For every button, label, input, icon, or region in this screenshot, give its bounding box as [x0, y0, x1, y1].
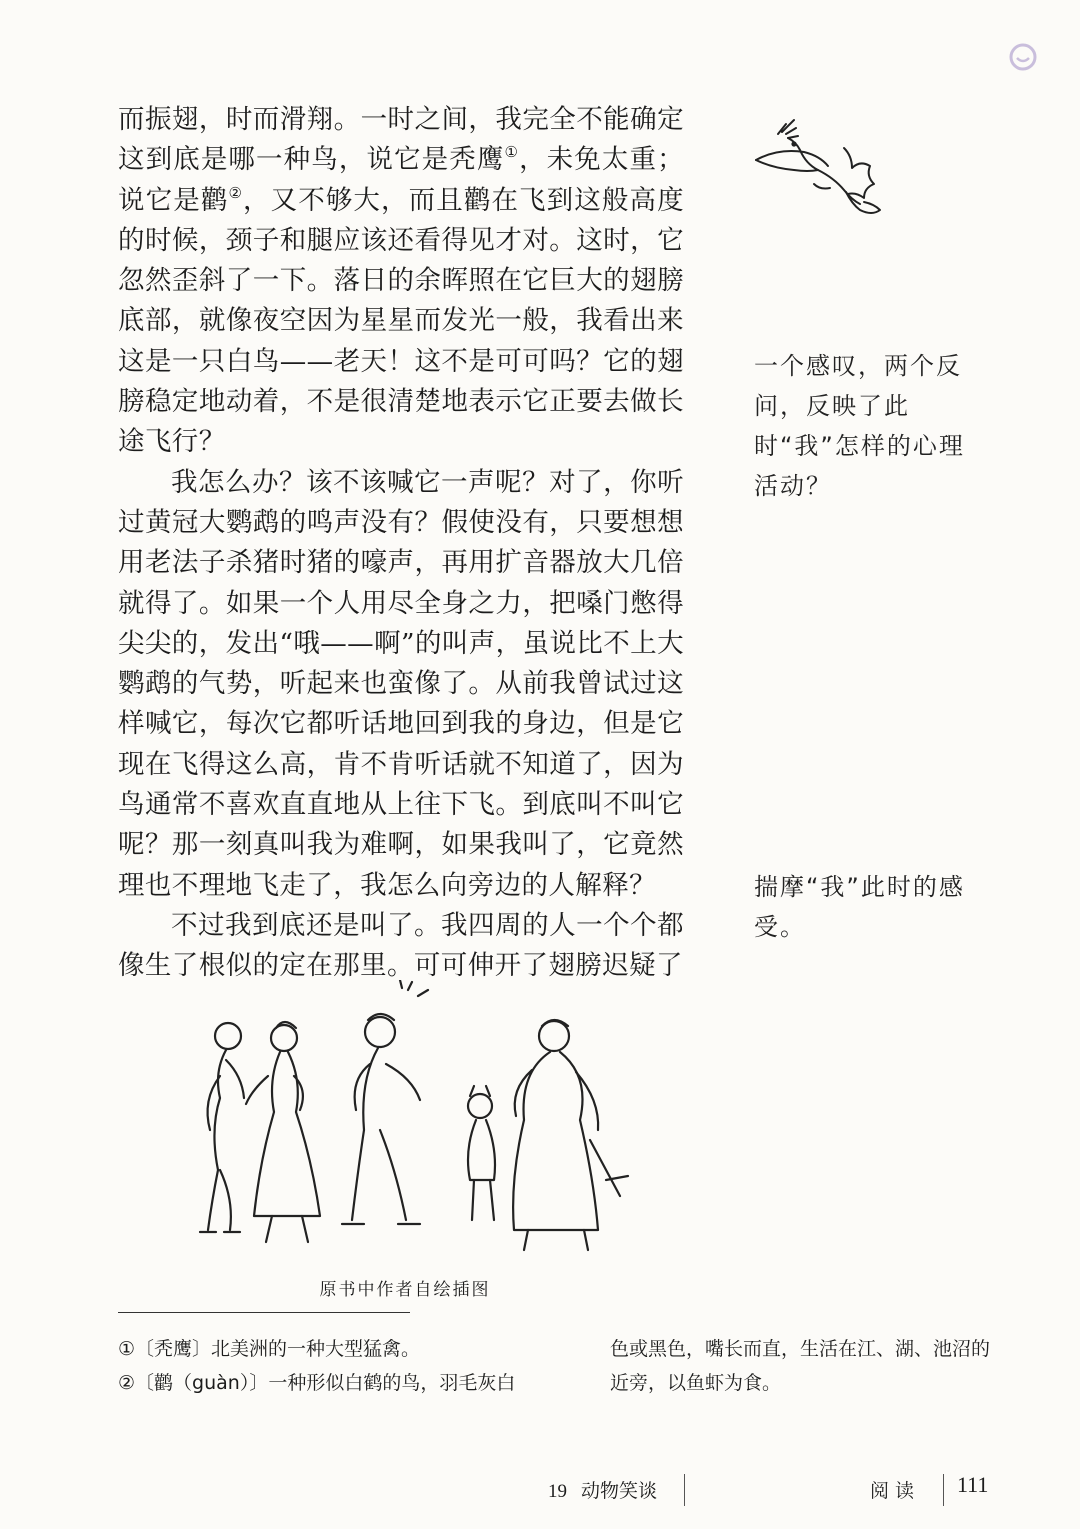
footer-chapter: [548, 1476, 657, 1503]
page-number: 111: [957, 1472, 989, 1497]
chapter-number: 19: [548, 1481, 567, 1502]
illustration-caption: 原书中作者自绘插图: [319, 1280, 491, 1300]
footnote-ref-1[interactable]: ①: [504, 143, 520, 162]
paragraph-2: 我怎么办？该不该喊它一声呢？对了，你听过黄冠大鹦鹉的鸣声没有？假使没有，只要想想用老法子杀猪时猪的嚎声，再用扩音器放大几倍就得了。如果一个人用尽全身之力，把嗓门憋得尖尖的，发出“哦——啊”的叫声，虽说比不上大鹦鹉的气势，听起来也蛮像了。从前我曾试过这样喊它，每次它都听话地回到我的身边，但是它现在飞得这么高，肯不肯听话就不知道了，因为鸟通常不喜欢直直地从上往下飞。到底叫不叫它呢？那一刻真叫我为难啊，如果我叫了，它竟然理也不理地飞走了，我怎么向旁边的人解释？: [118, 466, 684, 901]
footnote-divider: [118, 1312, 410, 1313]
crowd-illustration: [180, 980, 640, 1260]
footnote-2-continued: 色或黑色，嘴长而直，生活在江、湖、池沼的近旁，以鱼虾为食。: [610, 1338, 991, 1394]
margin-annotation-1: 一个感叹，两个反问，反映了此时“我”怎样的心理活动？: [754, 352, 965, 500]
footnote-2: ②〔鹳（guàn）〕一种形似白鹤的鸟，羽毛灰白: [118, 1372, 516, 1394]
margin-annotation-2: 揣摩“我”此时的感受。: [754, 873, 965, 941]
footer-divider-left: [684, 1474, 685, 1506]
smiley-icon: [1008, 42, 1038, 72]
footnote-1: ①〔秃鹰〕北美洲的一种大型猛禽。: [118, 1338, 421, 1360]
cockatoo-bird-drawing: [748, 108, 888, 220]
main-text-body: [118, 100, 684, 987]
footer-divider-right: [943, 1474, 944, 1506]
paragraph-3: 不过我到底还是叫了。我四周的人一个个都像生了根似的定在那里。可可伸开了翅膀迟疑了: [118, 909, 684, 982]
paragraph-1: 而振翅，时而滑翔。一时之间，我完全不能确定这到底是哪一种鸟，说它是秃鹰①，未免太重；说它是鹳②，又不够大，而且鹳在飞到这般高度的时候，颈子和腿应该还看得见才对。这时，它忽然歪斜了一下。落日的余晖照在它巨大的翅膀底部，就像夜空因为星星而发光一般，我看出来这是一只白鸟——老天！这不是可可吗？它的翅膀稳定地动着，不是很清楚地表示它正要去做长途飞行？: [118, 104, 684, 458]
chapter-title: 动物笑谈: [581, 1481, 658, 1502]
footnotes-left-column: [118, 1332, 558, 1400]
footer-section: 阅读: [870, 1480, 921, 1502]
footnote-ref-2[interactable]: ②: [228, 183, 243, 202]
